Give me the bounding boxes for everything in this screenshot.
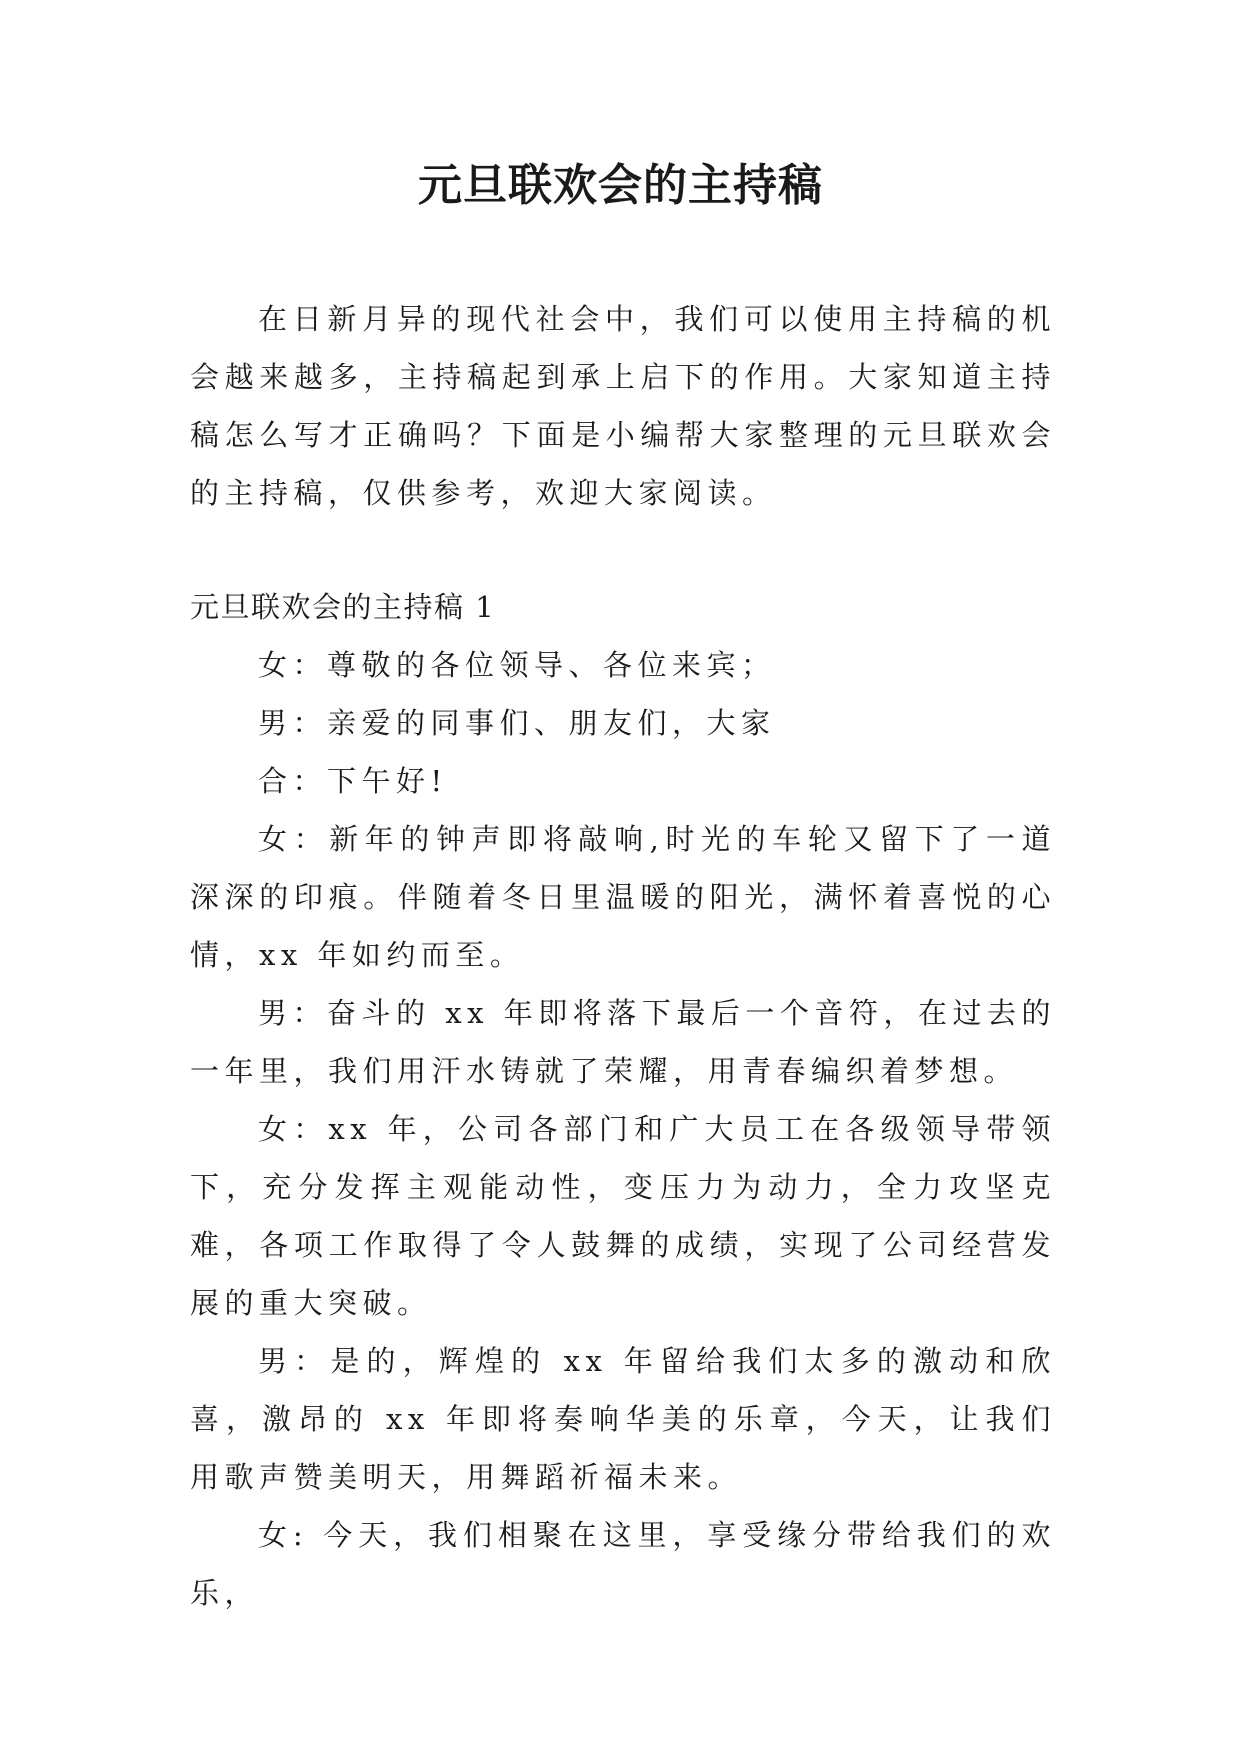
document-title: 元旦联欢会的主持稿 [418, 160, 823, 211]
dialogue-paragraph: 女: 今天，我们相聚在这里，享受缘分带给我们的欢乐， [190, 1518, 1056, 1610]
dialogue-paragraph: 女：xx 年，公司各部门和广大员工在各级领导带领下，充分发挥主观能动性，变压力为动力，全力攻坚克难，各项工作取得了令人鼓舞的成绩，实现了公司经营发展的重大突破。 [190, 1112, 1056, 1320]
dialogue-paragraph: 男：是的，辉煌的 xx 年留给我们太多的激动和欣喜，激昂的 xx 年即将奏响华美的乐章，今天，让我们用歌声赞美明天，用舞蹈祈福未来。 [190, 1344, 1056, 1494]
document-body [190, 290, 1056, 1622]
dialogue-paragraph: 女：尊敬的各位领导、各位来宾； [258, 648, 776, 682]
dialogue-paragraph: 男：亲爱的同事们、朋友们，大家 [258, 706, 776, 740]
dialogue-paragraph: 男：奋斗的 xx 年即将落下最后一个音符，在过去的一年里，我们用汗水铸就了荣耀，用青春编织着梦想。 [190, 996, 1056, 1088]
dialogue-paragraph: 女：新年的钟声即将敲响,时光的车轮又留下了一道深深的印痕。伴随着冬日里温暖的阳光，满怀着喜悦的心情，xx 年如约而至。 [190, 822, 1056, 972]
dialogue-paragraph: 合：下午好! [258, 764, 448, 798]
section-heading: 元旦联欢会的主持稿 1 [190, 590, 496, 624]
intro-paragraph: 在日新月异的现代社会中，我们可以使用主持稿的机会越来越多，主持稿起到承上启下的作用。大家知道主持稿怎么写才正确吗？下面是小编帮大家整理的元旦联欢会的主持稿，仅供参考，欢迎大家阅读。 [190, 302, 1056, 510]
